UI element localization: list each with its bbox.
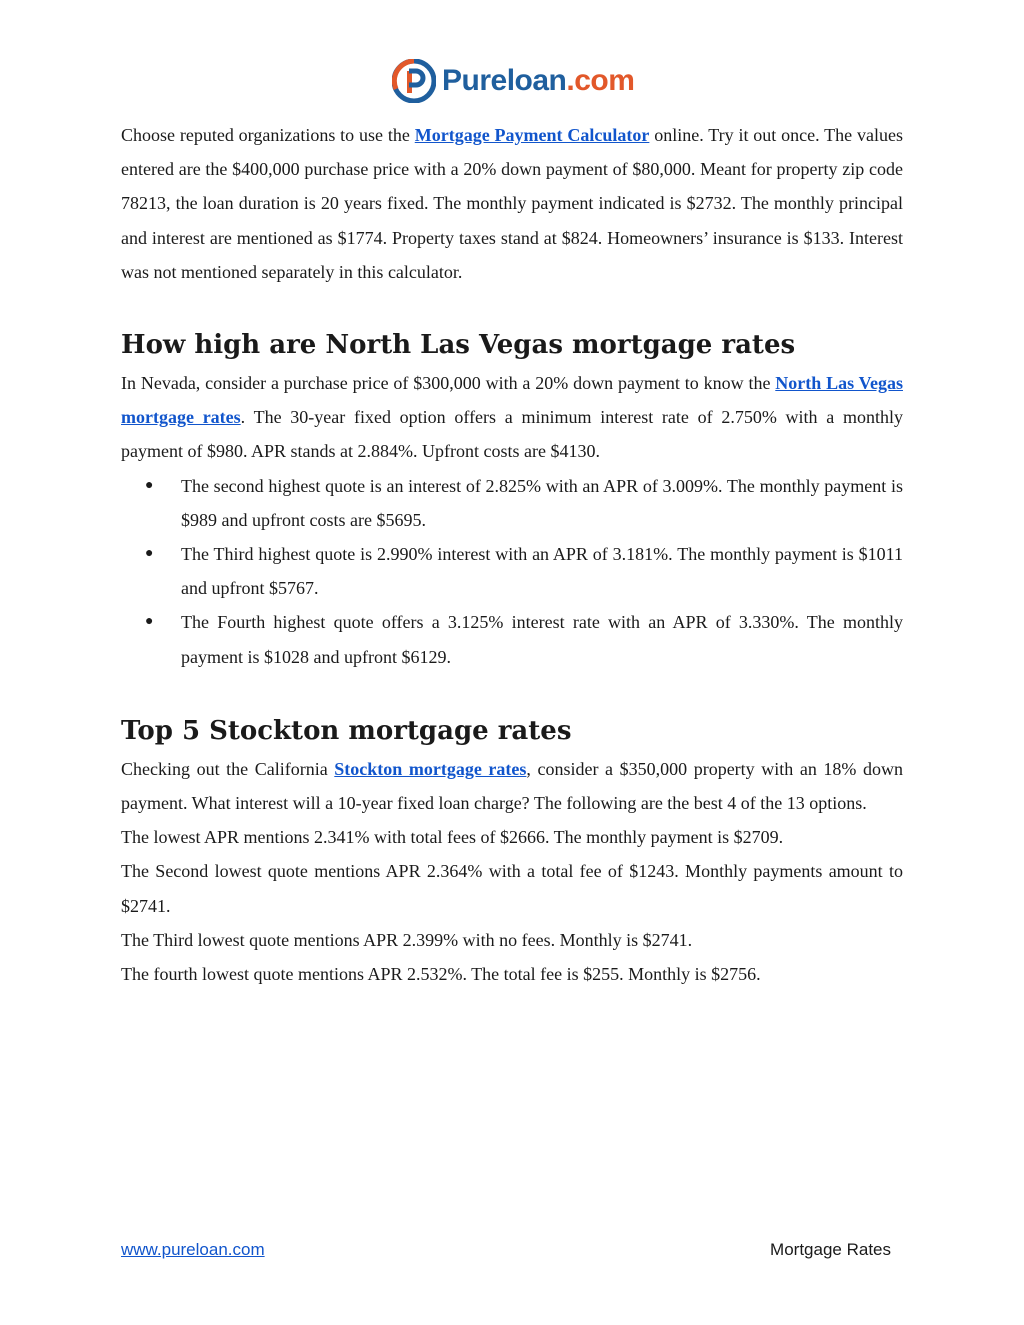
page-footer <box>121 1240 891 1260</box>
stockton-rates-link[interactable]: Stockton mortgage rates <box>334 758 527 779</box>
stockton-paragraph: Checking out the California Stockton mortgage rates, consider a $350,000 property with an 18% down payment. What interest will a 10-year fixed loan charge? The following are the best 4 of the 13 options. <box>121 758 903 814</box>
section-heading-north-las-vegas: How high are North Las Vegas mortgage rates <box>121 330 796 361</box>
north-las-vegas-rates-link[interactable]: North Las Vegas mortgage rates <box>121 373 903 428</box>
list-item: ● The Fourth highest quote offers a 3.125% interest rate with an APR of 3.330%. The monthly payment is $1028 and upfront $6129. <box>181 605 903 673</box>
list-item: ● The second highest quote is an interest of 2.825% with an APR of 3.009%. The monthly payment is $989 and upfront costs are $5695. <box>181 469 903 537</box>
mortgage-payment-calculator-link[interactable]: Mortgage Payment Calculator <box>414 125 650 145</box>
footer-label: Mortgage Rates <box>770 1240 891 1259</box>
brand-name: Pureloan.com <box>442 64 635 97</box>
section-heading-stockton: Top 5 Stockton mortgage rates <box>121 715 572 746</box>
intro-paragraph: Choose reputed organizations to use the Mortgage Payment Calculator online. Try it out once. The values entered are the $400,000 purchase price with a 20% down payment of $80,000. Meant for property zip code 78213, the loan duration is 20 years fixed. The monthly payment indicated is $2732. The monthly principal and interest are mentioned as $1774. Property taxes stand at $824. Homeowners’ insurance is $133. Interest was not mentioned separately in this calculator. <box>121 125 903 282</box>
stockton-quote-line: The fourth lowest quote mentions APR 2.532%. The total fee is $255. Monthly is $2756. <box>121 964 761 985</box>
stockton-quote-line: The Third lowest quote mentions APR 2.399% with no fees. Monthly is $2741. <box>121 929 693 950</box>
stockton-quote-line: The Second lowest quote mentions APR 2.364% with a total fee of $1243. Monthly payments amount to $2741. <box>121 861 903 916</box>
north-las-vegas-paragraph: In Nevada, consider a purchase price of $300,000 with a 20% down payment to know the North Las Vegas mortgage rates. The 30-year fixed option offers a minimum interest rate of 2.750% with a monthly payment of $980. APR stands at 2.884%. Upfront costs are $4130. <box>121 373 903 462</box>
quote-list <box>121 469 903 674</box>
brand-logo <box>392 58 634 104</box>
footer-website-link[interactable]: www.pureloan.com <box>121 1240 265 1259</box>
document-body <box>121 118 903 991</box>
pureloan-logo-icon <box>392 59 436 103</box>
list-item: ● The Third highest quote is 2.990% interest with an APR of 3.181%. The monthly payment is $1011 and upfront $5767. <box>181 537 903 605</box>
stockton-quote-line: The lowest APR mentions 2.341% with total fees of $2666. The monthly payment is $2709. <box>121 827 784 848</box>
